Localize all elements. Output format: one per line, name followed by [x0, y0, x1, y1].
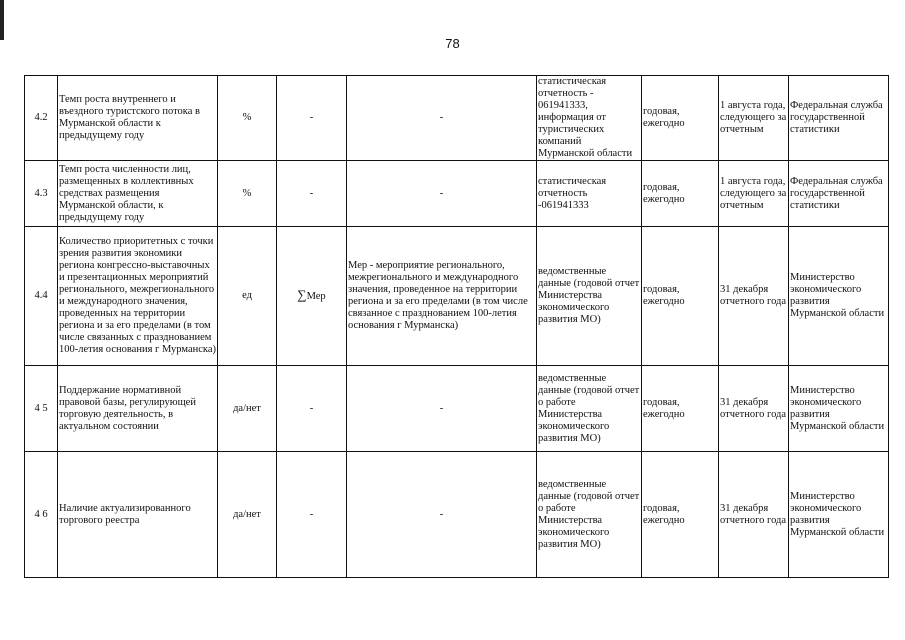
description-cell: Мер - мероприятие регионального, межрегионального и международного значения, проведенное на территории региона и за его пределами (в том числе связанное с празднованием 100-летия основания г Мурманска): [347, 227, 537, 366]
indicator-name: Темп роста внутреннего и въездного туристского потока в Мурманской области к предыдущему году: [58, 76, 218, 161]
sum-symbol: ∑: [297, 287, 307, 302]
row-number: 4 6: [25, 452, 58, 578]
page-number: 78: [445, 36, 460, 51]
description-cell: -: [347, 452, 537, 578]
description-cell: -: [347, 161, 537, 227]
periodicity-cell: годовая, ежегодно: [642, 227, 719, 366]
formula-cell: -: [277, 76, 347, 161]
table-row: [25, 452, 889, 578]
formula-cell: -: [277, 366, 347, 452]
deadline-cell: 1 августа года, следующего за отчетным: [719, 76, 789, 161]
responsible-cell: Министерство экономического развития Мурманской области: [789, 227, 889, 366]
periodicity-cell: годовая, ежегодно: [642, 161, 719, 227]
deadline-cell: 31 декабря отчетного года: [719, 452, 789, 578]
formula-text: Мер: [306, 291, 326, 302]
table-row: [25, 76, 889, 161]
indicator-name: Поддержание нормативной правовой базы, регулирующей торговую деятельность, в актуальном состоянии: [58, 366, 218, 452]
periodicity-cell: годовая, ежегодно: [642, 366, 719, 452]
indicators-table: [24, 75, 889, 578]
unit-cell: %: [218, 161, 277, 227]
formula-cell: -: [277, 452, 347, 578]
row-number: 4 5: [25, 366, 58, 452]
row-number: 4.4: [25, 227, 58, 366]
unit-cell: да/нет: [218, 452, 277, 578]
source-cell: статистическая отчетность - 061941333, информация от туристических компаний Мурманской области: [537, 76, 642, 161]
responsible-cell: Федеральная служба государственной статистики: [789, 76, 889, 161]
unit-cell: %: [218, 76, 277, 161]
indicator-name: Темп роста численности лиц, размещенных в коллективных средствах размещения Мурманской области, к предыдущему году: [58, 161, 218, 227]
periodicity-cell: годовая, ежегодно: [642, 76, 719, 161]
indicator-name: Количество приоритетных с точки зрения развития экономики региона конгрессно-выставочных и презентационных мероприятий регионального, межрегионального и международного значения, проведенных на территории региона и за его пределами (в том числе связанных с празднованием 100-летия основания г Мурманска): [58, 227, 218, 366]
formula-cell: [277, 227, 347, 366]
row-number: 4.3: [25, 161, 58, 227]
deadline-cell: 31 декабря отчетного года: [719, 227, 789, 366]
deadline-cell: 31 декабря отчетного года: [719, 366, 789, 452]
source-cell: статистическая отчетность -061941333: [537, 161, 642, 227]
table-row: [25, 227, 889, 366]
responsible-cell: Министерство экономического развития Мурманской области: [789, 366, 889, 452]
responsible-cell: Министерство экономического развития Мурманской области: [789, 452, 889, 578]
description-cell: -: [347, 76, 537, 161]
source-cell: ведомственные данные (годовой отчет Министерства экономического развития МО): [537, 227, 642, 366]
scan-edge-mark: [0, 0, 4, 40]
unit-cell: ед: [218, 227, 277, 366]
source-cell: ведомственные данные (годовой отчет о работе Министерства экономического развития МО): [537, 452, 642, 578]
description-cell: -: [347, 366, 537, 452]
indicator-name: Наличие актуализированного торгового реестра: [58, 452, 218, 578]
periodicity-cell: годовая, ежегодно: [642, 452, 719, 578]
unit-cell: да/нет: [218, 366, 277, 452]
source-cell: ведомственные данные (годовой отчет о работе Министерства экономического развития МО): [537, 366, 642, 452]
table-row: [25, 161, 889, 227]
table-row: [25, 366, 889, 452]
formula-cell: -: [277, 161, 347, 227]
responsible-cell: Федеральная служба государственной статистики: [789, 161, 889, 227]
deadline-cell: 1 августа года, следующего за отчетным: [719, 161, 789, 227]
row-number: 4.2: [25, 76, 58, 161]
